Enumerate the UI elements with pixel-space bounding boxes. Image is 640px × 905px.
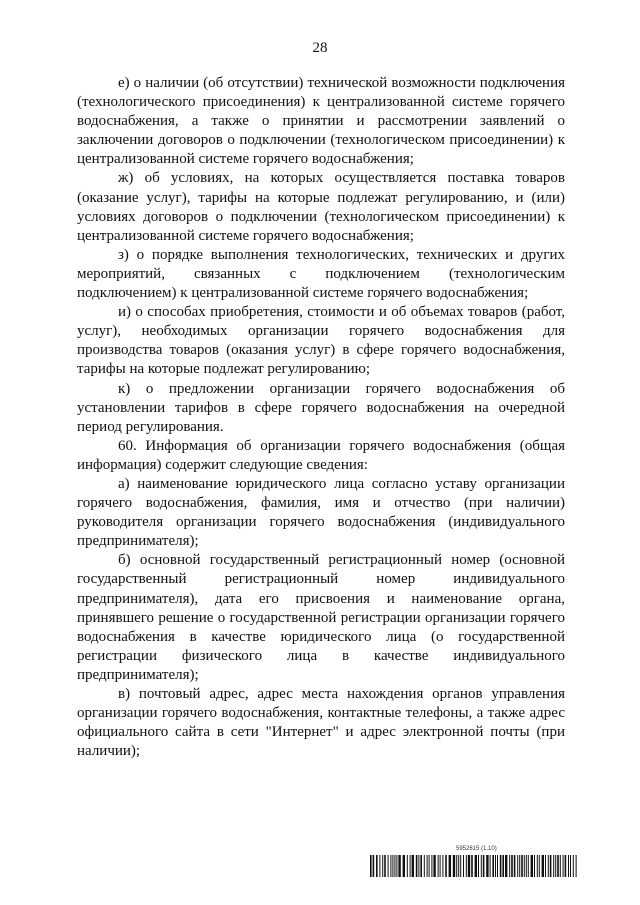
paragraph-v: в) почтовый адрес, адрес места нахождения органов управления организации горячего водоснабжения, контактные телефоны, а также адрес официального сайта в сети "Интернет" и адрес электронной почты (при наличии); bbox=[77, 686, 565, 760]
document-body bbox=[77, 74, 565, 761]
paragraph-i: и) о способах приобретения, стоимости и об объемах товаров (работ, услуг), необходимых организации горячего водоснабжения для производства товаров (оказания услуг) в сфере горячего водоснабжения, тарифы на которые подлежат регулированию; bbox=[77, 304, 565, 378]
document-code: 5952615 (1.10) bbox=[456, 846, 497, 852]
paragraph-60: 60. Информация об организации горячего водоснабжения (общая информация) содержит следующие сведения: bbox=[77, 437, 565, 473]
page-number: 28 bbox=[312, 40, 328, 56]
paragraph-e: е) о наличии (об отсутствии) технической возможности подключения (технологического присоединения) к централизованной системе горячего водоснабжения, а также о принятии и рассмотрении заявлений о заключении договоров о подключении (технологическом присоединении) к централизованной системе горячего водоснабжения; bbox=[77, 75, 565, 168]
paragraph-zh: ж) об условиях, на которых осуществляется поставка товаров (оказание услуг), тарифы на которые подлежат регулированию, и (или) условиях договоров о подключении (технологическом присоединении) к централизованной системе горячего водоснабжения; bbox=[77, 170, 565, 244]
paragraph-k: к) о предложении организации горячего водоснабжения об установлении тарифов в сфере горячего водоснабжения на очередной период регулирования. bbox=[77, 380, 565, 435]
paragraph-a: а) наименование юридического лица согласно уставу организации горячего водоснабжения, фамилия, имя и отчество (при наличии) руководителя организации горячего водоснабжения (индивидуального предпринимателя); bbox=[77, 475, 565, 550]
paragraph-b: б) основной государственный регистрационный номер (основной государственный регистрационный номер индивидуального предпринимателя), дата его присвоения и наименование органа, принявшего решение о государственной регистрации организации горячего водоснабжения в качестве юридического лица (о государственной регистрации физического лица в качестве индивидуального предпринимателя); bbox=[77, 552, 565, 683]
barcode-icon bbox=[370, 855, 580, 877]
paragraph-z: з) о порядке выполнения технологических, технических и других мероприятий, связанных с подключением (технологическим подключением) к централизованной системе горячего водоснабжения; bbox=[77, 246, 565, 302]
